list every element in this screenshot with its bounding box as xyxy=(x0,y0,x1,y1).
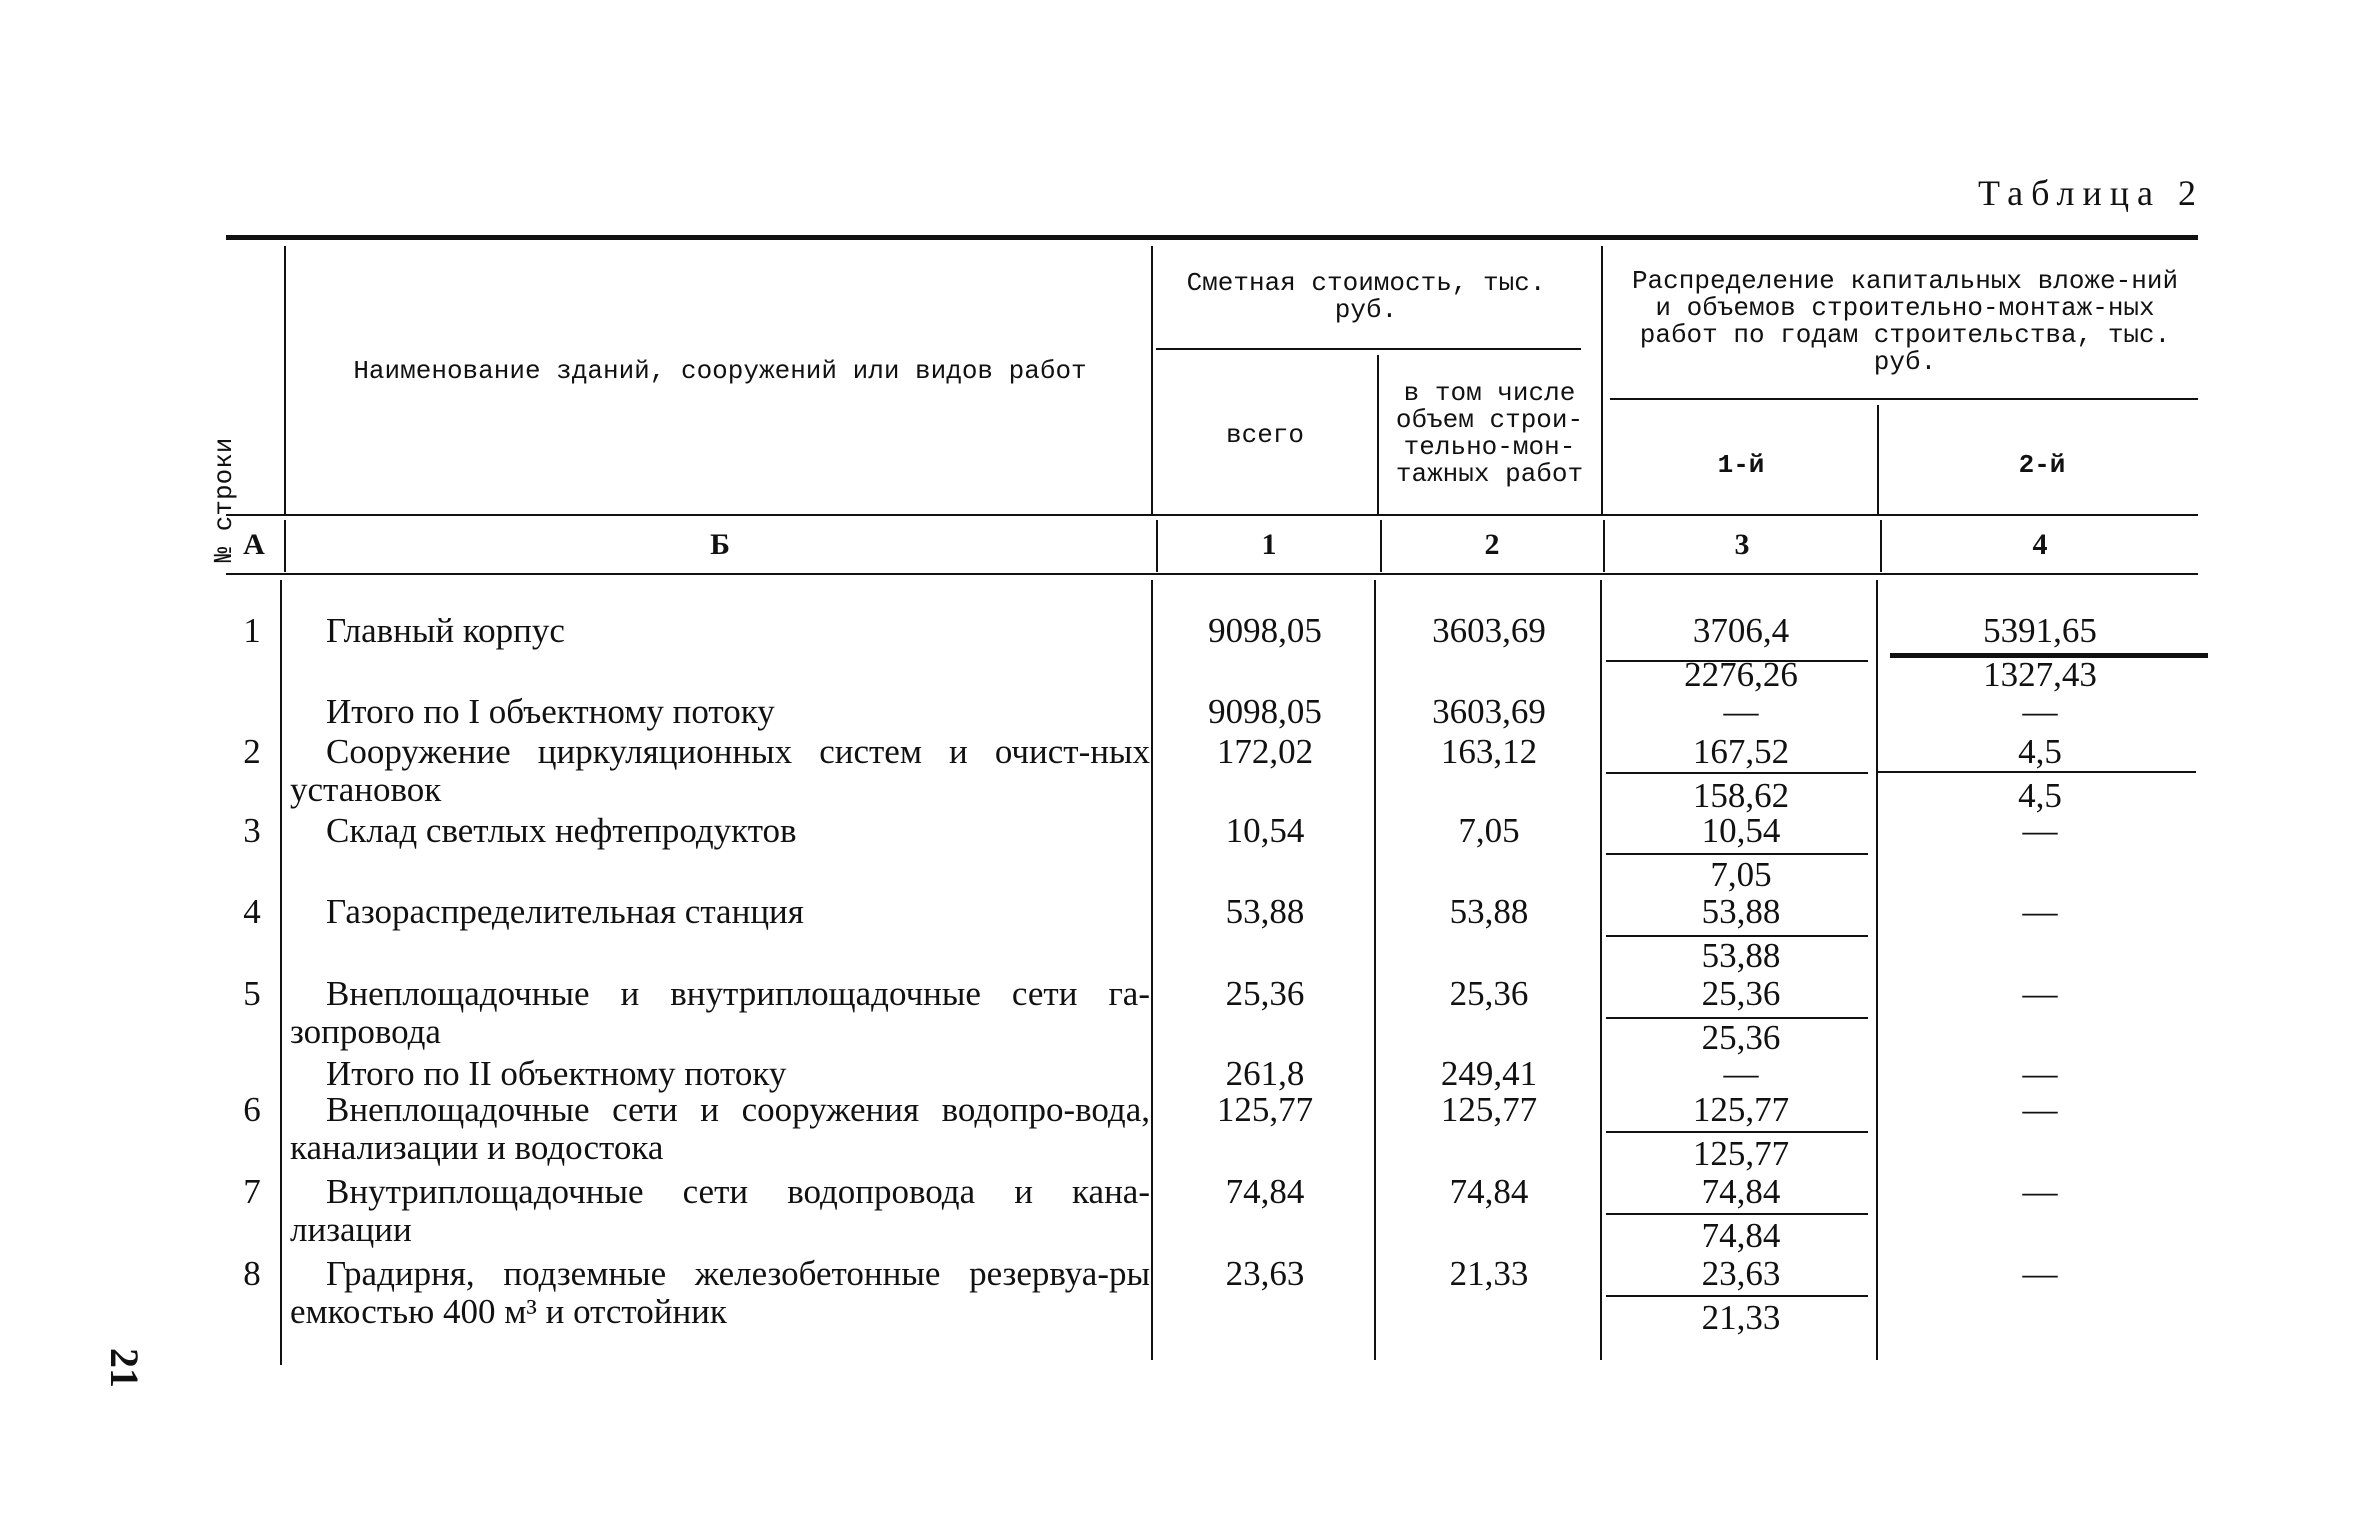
year1-fraction-line xyxy=(1606,935,1868,937)
vline-body-5 xyxy=(1876,580,1878,1360)
row-year1-top: — xyxy=(1723,1054,1759,1093)
row-year2-bottom: 1327,43 xyxy=(1983,655,2097,694)
vline-5 xyxy=(1877,405,1879,514)
year1-fraction-line xyxy=(1606,1213,1868,1215)
header-cost: Сметная стоимость, тыс. руб. xyxy=(1186,268,1546,325)
row-smr: 125,77 xyxy=(1440,1090,1538,1129)
row-year2-top: — xyxy=(2022,1054,2058,1093)
row-total: 172,02 xyxy=(1216,732,1314,771)
vline-body-3 xyxy=(1374,580,1376,1360)
header-construction: в том числе объем строи-тельно-мон-тажных работ xyxy=(1395,378,1584,489)
colnum-bottom-rule xyxy=(226,573,2198,575)
row-year1-bottom: 2276,26 xyxy=(1684,655,1798,694)
row-year2-top: — xyxy=(2022,1254,2058,1293)
cost-subheader-rule xyxy=(1156,348,1581,350)
year1-fraction-line xyxy=(1606,1017,1868,1019)
table-caption: Таблица 2 xyxy=(1978,173,2204,213)
row-name: Итого по I объектному потоку xyxy=(326,692,775,731)
row-smr: 21,33 xyxy=(1449,1254,1529,1293)
header-year2: 2-й xyxy=(2018,450,2066,480)
row-smr: 53,88 xyxy=(1449,892,1529,931)
row-number: 4 xyxy=(243,892,261,931)
row-number: 5 xyxy=(243,974,261,1013)
row-name: Главный корпус xyxy=(326,611,565,650)
row-name: Внеплощадочные сети и сооружения водопро-вода, канализации и водостока xyxy=(290,1090,1150,1167)
row-year1-bottom: 74,84 xyxy=(1701,1216,1781,1255)
row-smr: 3603,69 xyxy=(1432,692,1546,731)
row-year2-top: — xyxy=(2022,1172,2058,1211)
row-year1-top: 74,84 xyxy=(1701,1172,1781,1211)
row-number: 1 xyxy=(243,611,261,650)
row-year2-top: — xyxy=(2022,1090,2058,1129)
row-year2-top: — xyxy=(2022,892,2058,931)
page-number: 21 xyxy=(102,1348,147,1388)
row-smr: 7,05 xyxy=(1458,811,1520,850)
row-year1-top: — xyxy=(1723,692,1759,731)
document-page: Таблица 2 21 № строки Наименование зданий, сооружений или видов работ Сметная стоимость, тыс. руб. всего в том числе объем строи-тельно-мон-тажных работ Распределение капитальных вложе-ний и объемов строительно-монтаж-ных работ по годам строительства, тыс. руб. 1-й 2-й А Б 1 2 3 4 1 Главный корпус 9098,05 3603,69 3706,4 2276,26 5391,65 1327,43 Итого по I объектному потоку 9098,05 3603,69 — — 2 Сооружение циркуляционных систем и очист-ных установок 172,02 163,12 167,52 158,62 4,5 4,5 3 Склад светлых нефтепродуктов 10,54 7,05 10,54 7,05 — 4 Газораспределительная станция 53,88 53,88 53,88 53,88 — 5 Внеплощадочные и внутриплощадочные сети га-зопровода 25,36 25,36 25,36 25,36 — Итого по II объектному потоку 261,8 249,41 — — 6 Внеплощадочные сети и сооружения водопро-вода, канализации и водостока 125,77 125,77 125,77 125,77 — 7 Внутриплощадочные сети водопровода и кана-лизации 74,84 74,84 74,84 74,84 — 8 Градирня, подземные железобетонные резервуа-ры емкостью 400 м³ и отстойник 23,63 21,33 23,63 21,33 — xyxy=(0,0,2362,1536)
row-year1-bottom: 25,36 xyxy=(1701,1018,1781,1057)
row-year2-top: 4,5 xyxy=(2018,732,2062,771)
row-name: Газораспределительная станция xyxy=(326,892,804,931)
row-number: 2 xyxy=(243,732,261,771)
year1-fraction-line xyxy=(1606,1131,1868,1133)
year1-fraction-line xyxy=(1606,660,1868,662)
row-smr: 163,12 xyxy=(1440,732,1538,771)
row-name: Сооружение циркуляционных систем и очист-ных установок xyxy=(290,732,1150,809)
row-year1-top: 167,52 xyxy=(1692,732,1790,771)
row-year1-bottom: 158,62 xyxy=(1692,776,1790,815)
row-year2-top: — xyxy=(2022,692,2058,731)
row-year2-top: — xyxy=(2022,974,2058,1013)
row-number: 7 xyxy=(243,1172,261,1211)
row-name: Градирня, подземные железобетонные резервуа-ры емкостью 400 м³ и отстойник xyxy=(290,1254,1150,1331)
row-year1-top: 10,54 xyxy=(1701,811,1781,850)
row-year2-top: — xyxy=(2022,811,2058,850)
row-year2-top: 5391,65 xyxy=(1983,611,2097,650)
colnum-1: 1 xyxy=(1261,528,1277,561)
year2-fraction-line xyxy=(1890,653,2208,658)
row-smr: 249,41 xyxy=(1440,1054,1538,1093)
header-total: всего xyxy=(1225,420,1304,450)
vline-1 xyxy=(284,246,286,514)
row-name: Склад светлых нефтепродуктов xyxy=(326,811,797,850)
table-top-rule xyxy=(226,235,2198,240)
distribution-subheader-rule xyxy=(1610,398,2198,400)
row-total: 25,36 xyxy=(1225,974,1305,1013)
colnum-a: А xyxy=(243,528,265,561)
row-smr: 3603,69 xyxy=(1432,611,1546,650)
vline-cn-2 xyxy=(1156,520,1158,572)
row-year1-top: 3706,4 xyxy=(1692,611,1790,650)
row-year1-bottom: 125,77 xyxy=(1692,1134,1790,1173)
row-year1-top: 23,63 xyxy=(1701,1254,1781,1293)
row-total: 10,54 xyxy=(1225,811,1305,850)
row-smr: 74,84 xyxy=(1449,1172,1529,1211)
row-year1-bottom: 7,05 xyxy=(1710,855,1772,894)
row-year1-top: 125,77 xyxy=(1692,1090,1790,1129)
row-total: 261,8 xyxy=(1225,1054,1305,1093)
colnum-2: 2 xyxy=(1484,528,1500,561)
year1-fraction-line xyxy=(1606,1295,1868,1297)
row-year1-top: 25,36 xyxy=(1701,974,1781,1013)
vline-3 xyxy=(1377,355,1379,514)
row-year1-bottom: 21,33 xyxy=(1701,1298,1781,1337)
row-year1-top: 53,88 xyxy=(1701,892,1781,931)
vline-body-1 xyxy=(280,580,282,1365)
header-distribution: Распределение капитальных вложе-ний и объемов строительно-монтаж-ных работ по годам строительства, тыс. руб. xyxy=(1631,266,2179,377)
row-total: 23,63 xyxy=(1225,1254,1305,1293)
row-total: 53,88 xyxy=(1225,892,1305,931)
header-name: Наименование зданий, сооружений или видов работ xyxy=(353,356,1087,386)
row-total: 9098,05 xyxy=(1208,692,1322,731)
row-total: 125,77 xyxy=(1216,1090,1314,1129)
row-number: 8 xyxy=(243,1254,261,1293)
row-smr: 25,36 xyxy=(1449,974,1529,1013)
vline-body-4 xyxy=(1600,580,1602,1360)
row-name: Итого по II объектному потоку xyxy=(326,1054,787,1093)
vline-cn-4 xyxy=(1603,520,1605,572)
year2-fraction-line xyxy=(1878,771,2196,773)
row-name: Внутриплощадочные сети водопровода и кана-лизации xyxy=(290,1172,1150,1249)
row-number: 6 xyxy=(243,1090,261,1129)
colnum-b: Б xyxy=(710,528,730,561)
vline-cn-3 xyxy=(1380,520,1382,572)
row-total: 74,84 xyxy=(1225,1172,1305,1211)
vline-cn-1 xyxy=(284,520,286,572)
row-year2-bottom: 4,5 xyxy=(2018,776,2062,815)
row-name: Внеплощадочные и внутриплощадочные сети га-зопровода xyxy=(290,974,1150,1051)
row-number: 3 xyxy=(243,811,261,850)
year1-fraction-line xyxy=(1606,772,1868,774)
colnum-4: 4 xyxy=(2032,528,2048,561)
vline-4 xyxy=(1601,246,1603,514)
header-bottom-rule xyxy=(226,514,2198,516)
colnum-3: 3 xyxy=(1734,528,1750,561)
row-year1-bottom: 53,88 xyxy=(1701,936,1781,975)
year1-fraction-line xyxy=(1606,853,1868,855)
vline-body-2 xyxy=(1151,580,1153,1360)
row-total: 9098,05 xyxy=(1208,611,1322,650)
header-year1: 1-й xyxy=(1717,450,1765,480)
vline-2 xyxy=(1151,246,1153,514)
